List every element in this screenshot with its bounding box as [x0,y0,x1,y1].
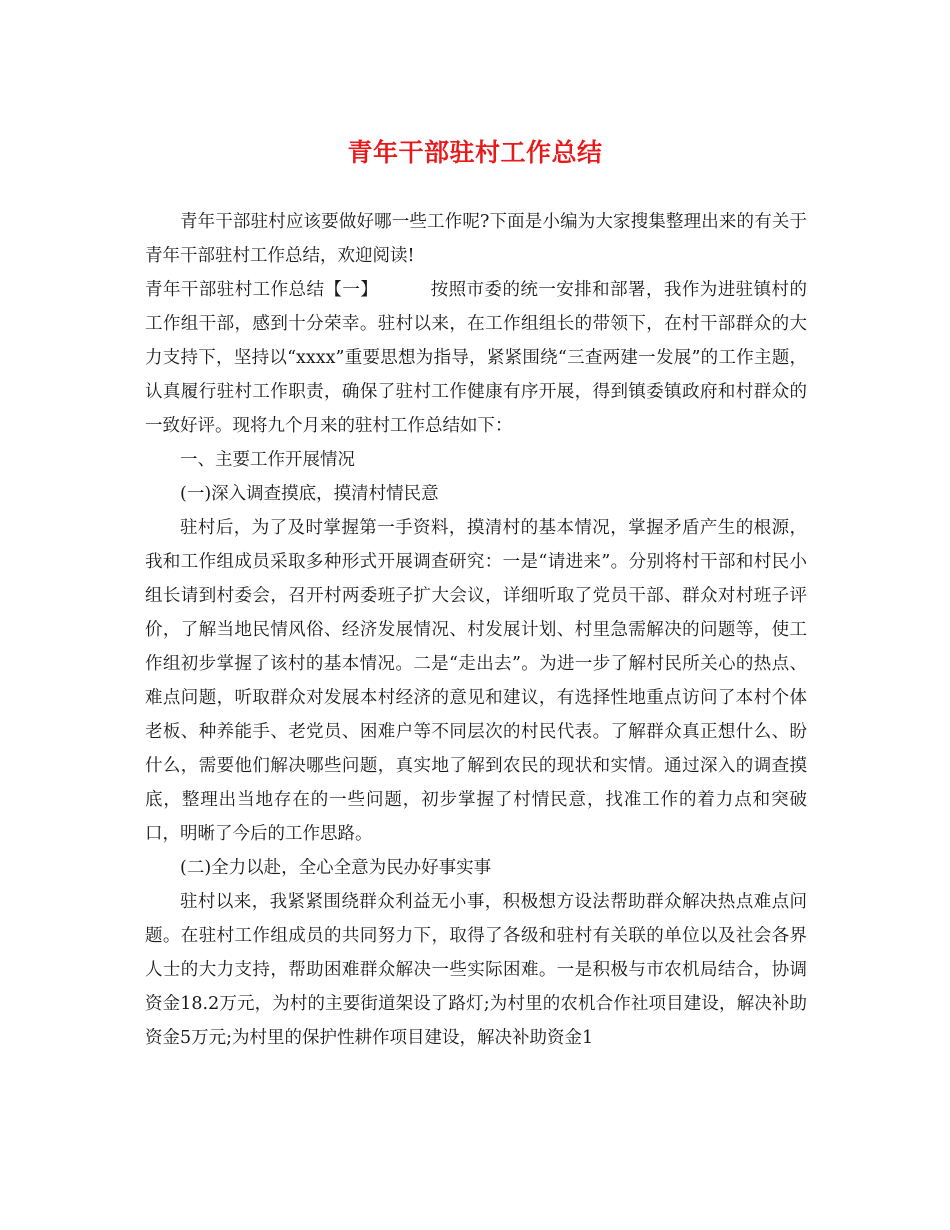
section-paragraph [145,273,807,443]
paragraph-investigation: 驻村后，为了及时掌握第一手资料，摸清村的基本情况，掌握矛盾产生的根源，我和工作组成员采取多种形式开展调查研究：一是“请进来”。分别将村干部和村民小组长请到村委会，召开村两委班子扩大会议，详细听取了党员干部、群众对村班子评价，了解当地民情风俗、经济发展情况、村发展计划、村里急需解决的问题等，使工作组初步掌握了该村的基本情况。二是“走出去”。为进一步了解村民所关心的热点、难点问题，听取群众对发展本村经济的意见和建议，有选择性地重点访问了本村个体老板、种养能手、老党员、困难户等不同层次的村民代表。了解群众真正想什么、盼什么，需要他们解决哪些问题，真实地了解到农民的现状和实情。通过深入的调查摸底，整理出当地存在的一些问题，初步掌握了村情民意，找准工作的着力点和突破口，明晰了今后的工作思路。 [145,518,807,844]
heading-main-work: 一、主要工作开展情况 [180,450,355,470]
subheading-service: (二)全力以赴，全心全意为民办好事实事 [180,858,492,878]
paragraph-service: 驻村以来，我紧紧围绕群众利益无小事，积极想方设法帮助群众解决热点难点问题。在驻村工作组成员的共同努力下，取得了各级和驻村有关联的单位以及社会各界人士的大力支持，帮助困难群众解决一些实际困难。一是积极与市农机局结合，协调资金18.2万元，为村的主要街道架设了路灯;为村里的农机合作社项目建设，解决补助资金5万元;为村里的保护性耕作项目建设，解决补助资金1 [145,892,807,1048]
document-body [145,205,807,1055]
document-title: 青年干部驻村工作总结 [347,138,603,167]
intro-paragraph: 青年干部驻村应该要做好哪一些工作呢?下面是小编为大家搜集整理出来的有关于青年干部驻村工作总结，欢迎阅读! [145,212,807,266]
section-opening: 按照市委的统一安排和部署，我作为进驻镇村的工作组干部，感到十分荣幸。驻村以来，在工作组组长的带领下，在村干部群众的大力支持下，坚持以“xxxx”重要思想为指导，紧紧围绕“三查两建一发展”的工作主题，认真履行驻村工作职责，确保了驻村工作健康有序开展，得到镇委镇政府和村群众的一致好评。现将九个月来的驻村工作总结如下： [145,280,807,436]
subheading-investigation: (一)深入调查摸底，摸清村情民意 [180,484,439,504]
section-label: 青年干部驻村工作总结【一】 [145,280,379,300]
